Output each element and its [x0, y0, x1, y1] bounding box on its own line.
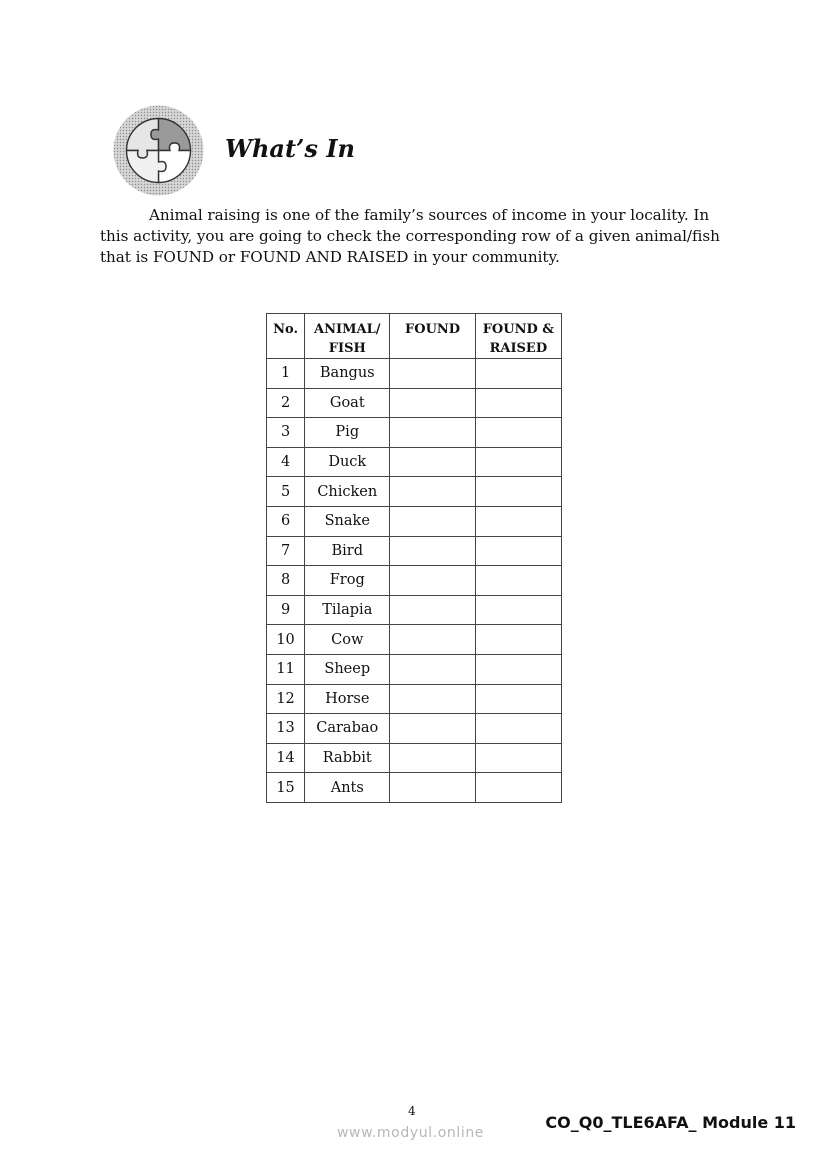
page-number: 4 [408, 1104, 416, 1118]
found-raised-check-cell[interactable] [475, 506, 561, 536]
animal-checklist-table [266, 313, 562, 803]
header-no: No. [267, 314, 305, 359]
found-check-cell[interactable] [390, 477, 475, 507]
found-raised-check-cell[interactable] [475, 625, 561, 655]
found-check-cell[interactable] [390, 595, 475, 625]
found-raised-check-cell[interactable] [475, 388, 561, 418]
found-check-cell[interactable] [390, 359, 475, 389]
header-found: FOUND [390, 314, 475, 359]
found-check-cell[interactable] [390, 447, 475, 477]
table-row [267, 447, 562, 477]
row-number: 11 [267, 654, 305, 684]
row-number: 8 [267, 566, 305, 596]
row-number: 9 [267, 595, 305, 625]
table-row [267, 743, 562, 773]
animal-name: Carabao [305, 714, 390, 744]
table-body [267, 359, 562, 803]
found-raised-check-cell[interactable] [475, 714, 561, 744]
row-number: 2 [267, 388, 305, 418]
row-number: 15 [267, 773, 305, 803]
table-row [267, 566, 562, 596]
table-header-row [267, 314, 562, 359]
table-row [267, 625, 562, 655]
animal-name: Rabbit [305, 743, 390, 773]
animal-name: Frog [305, 566, 390, 596]
found-check-cell[interactable] [390, 418, 475, 448]
table-row [267, 388, 562, 418]
intro-paragraph: Animal raising is one of the family’s sources of income in your locality. In this activity, you are going to check the corresponding row of a given animal/fish that is FOUND or FOUND AND RAISED in your community. [100, 206, 720, 266]
watermark: www.modyul.online [337, 1125, 485, 1141]
animal-name: Bird [305, 536, 390, 566]
table-row [267, 654, 562, 684]
found-raised-check-cell[interactable] [475, 684, 561, 714]
row-number: 14 [267, 743, 305, 773]
table-row [267, 418, 562, 448]
row-number: 12 [267, 684, 305, 714]
found-raised-check-cell[interactable] [475, 418, 561, 448]
header-found-raised: FOUND & RAISED [475, 314, 561, 359]
animal-name: Snake [305, 506, 390, 536]
found-raised-check-cell[interactable] [475, 359, 561, 389]
animal-name: Tilapia [305, 595, 390, 625]
animal-name: Ants [305, 773, 390, 803]
animal-name: Horse [305, 684, 390, 714]
table-row [267, 714, 562, 744]
found-raised-check-cell[interactable] [475, 773, 561, 803]
table-row [267, 773, 562, 803]
row-number: 4 [267, 447, 305, 477]
table-row [267, 595, 562, 625]
animal-name: Bangus [305, 359, 390, 389]
found-raised-check-cell[interactable] [475, 595, 561, 625]
animal-name: Pig [305, 418, 390, 448]
found-check-cell[interactable] [390, 773, 475, 803]
row-number: 3 [267, 418, 305, 448]
row-number: 1 [267, 359, 305, 389]
table-row [267, 684, 562, 714]
found-check-cell[interactable] [390, 743, 475, 773]
found-raised-check-cell[interactable] [475, 566, 561, 596]
found-check-cell[interactable] [390, 714, 475, 744]
animal-name: Sheep [305, 654, 390, 684]
found-raised-check-cell[interactable] [475, 477, 561, 507]
found-check-cell[interactable] [390, 654, 475, 684]
found-raised-check-cell[interactable] [475, 447, 561, 477]
header-animal-fish: ANIMAL/ FISH [305, 314, 390, 359]
section-title: What’s In [225, 134, 355, 163]
table-row [267, 477, 562, 507]
found-check-cell[interactable] [390, 388, 475, 418]
row-number: 7 [267, 536, 305, 566]
found-check-cell[interactable] [390, 625, 475, 655]
puzzle-pieces-icon [113, 105, 204, 196]
row-number: 13 [267, 714, 305, 744]
found-check-cell[interactable] [390, 506, 475, 536]
row-number: 5 [267, 477, 305, 507]
animal-name: Duck [305, 447, 390, 477]
found-raised-check-cell[interactable] [475, 654, 561, 684]
found-check-cell[interactable] [390, 684, 475, 714]
animal-name: Goat [305, 388, 390, 418]
found-raised-check-cell[interactable] [475, 743, 561, 773]
table-row [267, 506, 562, 536]
table-row [267, 359, 562, 389]
animal-name: Chicken [305, 477, 390, 507]
row-number: 6 [267, 506, 305, 536]
found-raised-check-cell[interactable] [475, 536, 561, 566]
animal-name: Cow [305, 625, 390, 655]
row-number: 10 [267, 625, 305, 655]
module-code: CO_Q0_TLE6AFA_ Module 11 [545, 1113, 796, 1132]
table-row [267, 536, 562, 566]
found-check-cell[interactable] [390, 536, 475, 566]
found-check-cell[interactable] [390, 566, 475, 596]
